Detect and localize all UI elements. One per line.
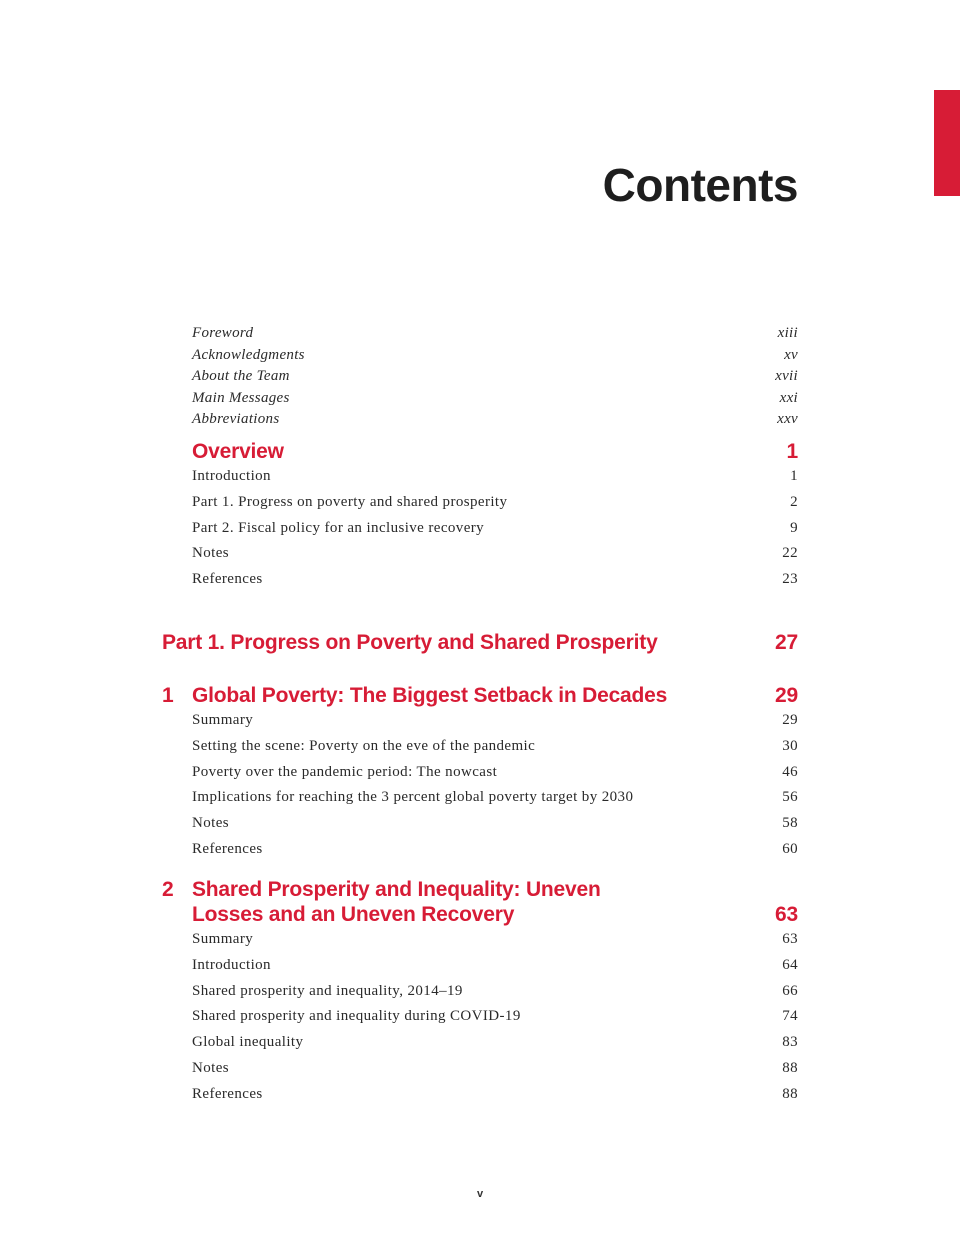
- toc-entry-label: Implications for reaching the 3 percent global poverty target by 2030: [192, 789, 634, 806]
- toc-entry-page: 88: [782, 1059, 798, 1076]
- toc-entry-label: Shared prosperity and inequality during COVID-19: [192, 1008, 521, 1025]
- toc-entry-page: 22: [782, 545, 798, 562]
- toc-entry[interactable]: [162, 785, 798, 811]
- part1-page: 27: [775, 631, 798, 654]
- chapter1-section: [162, 682, 798, 863]
- toc-entry-label: Notes: [192, 815, 229, 832]
- chapter2-heading[interactable]: [162, 877, 798, 927]
- chapter2-section: [162, 877, 798, 1108]
- chapter2-number: 2: [162, 878, 174, 901]
- toc-entry[interactable]: [162, 1082, 798, 1108]
- toc-entry-abbreviations[interactable]: [192, 409, 798, 431]
- toc-entry-page: xiii: [777, 325, 798, 341]
- chapter2-title-line2: Losses and an Uneven Recovery: [192, 903, 515, 926]
- toc-entry-page: 63: [782, 931, 798, 947]
- toc-entry[interactable]: [192, 464, 798, 490]
- toc-entry[interactable]: [192, 516, 798, 542]
- toc-entry[interactable]: [162, 837, 798, 863]
- toc-entry-label: About the Team: [192, 368, 290, 385]
- toc-entry[interactable]: [192, 490, 798, 516]
- toc-entry-label: Main Messages: [192, 389, 290, 406]
- toc-entry-page: 64: [782, 956, 798, 973]
- toc-entry-label: Part 2. Fiscal policy for an inclusive recovery: [192, 519, 485, 536]
- toc-entry-foreword[interactable]: [192, 323, 798, 345]
- toc-entry[interactable]: [162, 1030, 798, 1056]
- chapter-tab-marker: [934, 90, 960, 196]
- toc-entry-label: Introduction: [192, 956, 271, 973]
- part1-heading[interactable]: [162, 631, 798, 655]
- toc-entry[interactable]: [162, 734, 798, 760]
- toc-entry-page: 66: [782, 982, 798, 999]
- toc-entry[interactable]: [162, 927, 798, 953]
- toc-entry-label: Shared prosperity and inequality, 2014–19: [192, 982, 463, 999]
- toc-entry-label: References: [192, 1085, 263, 1102]
- toc-entry-page: 83: [782, 1034, 798, 1051]
- toc-entry-label: Setting the scene: Poverty on the eve of the pandemic: [192, 737, 536, 754]
- toc-entry-page: 88: [782, 1085, 798, 1102]
- toc-entry[interactable]: [192, 541, 798, 567]
- toc-entry[interactable]: [162, 1004, 798, 1030]
- toc-entry-label: Introduction: [192, 468, 271, 484]
- overview-title: Overview: [192, 440, 284, 463]
- toc-entry-page: 30: [782, 737, 798, 754]
- toc-entry-page: xv: [784, 346, 798, 363]
- toc-entry-page: 74: [782, 1008, 798, 1025]
- overview-section: [192, 438, 798, 593]
- toc-entry-page: xxv: [777, 411, 798, 428]
- toc-entry-page: 46: [782, 763, 798, 780]
- toc-entry-page: 2: [790, 493, 798, 510]
- toc-entry[interactable]: [162, 708, 798, 734]
- chapter1-page: 29: [775, 684, 798, 707]
- overview-heading[interactable]: [192, 438, 798, 464]
- toc-entry[interactable]: [162, 811, 798, 837]
- toc-entry-page: 1: [790, 468, 798, 484]
- toc-entry-about-team[interactable]: [192, 366, 798, 388]
- toc-entry-label: Foreword: [192, 325, 254, 341]
- toc-entry-page: 23: [782, 571, 798, 588]
- toc-entry[interactable]: [192, 567, 798, 593]
- toc-entry-label: Poverty over the pandemic period: The nowcast: [192, 763, 498, 780]
- toc-entry-page: xxi: [779, 389, 798, 406]
- toc-entry-page: 56: [782, 789, 798, 806]
- toc-entry-page: 60: [782, 840, 798, 857]
- part1-section: [162, 631, 798, 655]
- toc-entry[interactable]: [162, 1056, 798, 1082]
- toc-entry-label: References: [192, 571, 263, 588]
- page-title: Contents: [602, 159, 798, 211]
- toc-entry-page: 29: [782, 712, 798, 728]
- toc-entry[interactable]: [162, 979, 798, 1005]
- toc-entry-label: Summary: [192, 931, 254, 947]
- chapter1-number: 1: [162, 684, 174, 707]
- toc-entry-page: xvii: [775, 368, 798, 385]
- toc-entry-label: Global inequality: [192, 1034, 304, 1051]
- toc-entry[interactable]: [162, 760, 798, 786]
- toc-entry-label: Part 1. Progress on poverty and shared prosperity: [192, 493, 508, 510]
- chapter2-page: 63: [775, 903, 798, 926]
- chapter1-heading[interactable]: [162, 682, 798, 708]
- toc-entry-label: Summary: [192, 712, 254, 728]
- toc-entry-page: 58: [782, 815, 798, 832]
- chapter2-title-line1: Shared Prosperity and Inequality: Uneven: [192, 878, 601, 901]
- toc-entry-acknowledgments[interactable]: [192, 345, 798, 367]
- part1-title: Part 1. Progress on Poverty and Shared Prosperity: [162, 631, 658, 654]
- toc-entry[interactable]: [162, 953, 798, 979]
- page-number: v: [476, 1188, 484, 1200]
- toc-entry-label: Notes: [192, 545, 229, 562]
- toc-entry-main-messages[interactable]: [192, 388, 798, 410]
- overview-page: 1: [786, 440, 798, 463]
- toc-entry-label: Abbreviations: [192, 411, 280, 428]
- chapter1-title: Global Poverty: The Biggest Setback in Decades: [192, 684, 668, 707]
- front-matter-list: [192, 323, 798, 431]
- toc-entry-label: References: [192, 840, 263, 857]
- toc-entry-page: 9: [790, 519, 798, 536]
- toc-entry-label: Acknowledgments: [192, 346, 305, 363]
- toc-entry-label: Notes: [192, 1059, 229, 1076]
